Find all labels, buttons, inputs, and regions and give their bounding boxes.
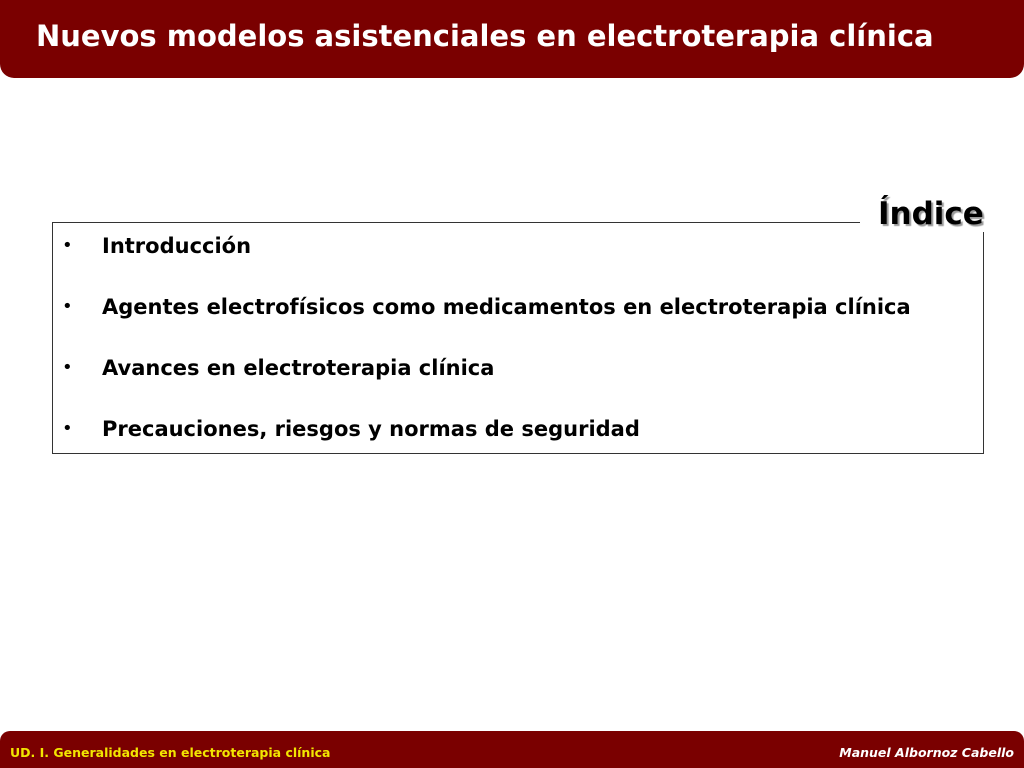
footer-author: Manuel Albornoz Cabello	[839, 745, 1014, 760]
list-item-label: Precauciones, riesgos y normas de seguridad	[102, 417, 640, 441]
list-item	[58, 289, 911, 350]
list-item	[58, 228, 911, 289]
index-list	[58, 228, 911, 472]
index-heading: Índice	[874, 196, 988, 232]
bullet-icon: •	[62, 357, 73, 378]
title-bar	[0, 0, 1024, 78]
bullet-icon: •	[62, 418, 73, 439]
index-frame-top-line	[52, 222, 860, 223]
list-item-label: Introducción	[102, 234, 252, 258]
footer-unit-title: UD. I. Generalidades en electroterapia clínica	[10, 745, 331, 760]
list-item	[58, 350, 911, 411]
bullet-icon: •	[62, 296, 73, 317]
slide-title: Nuevos modelos asistenciales en electroterapia clínica	[36, 19, 934, 53]
list-item	[58, 411, 911, 472]
bullet-icon: •	[62, 235, 73, 256]
list-item-label: Avances en electroterapia clínica	[102, 356, 495, 380]
list-item-label: Agentes electrofísicos como medicamentos en electroterapia clínica	[102, 295, 911, 319]
